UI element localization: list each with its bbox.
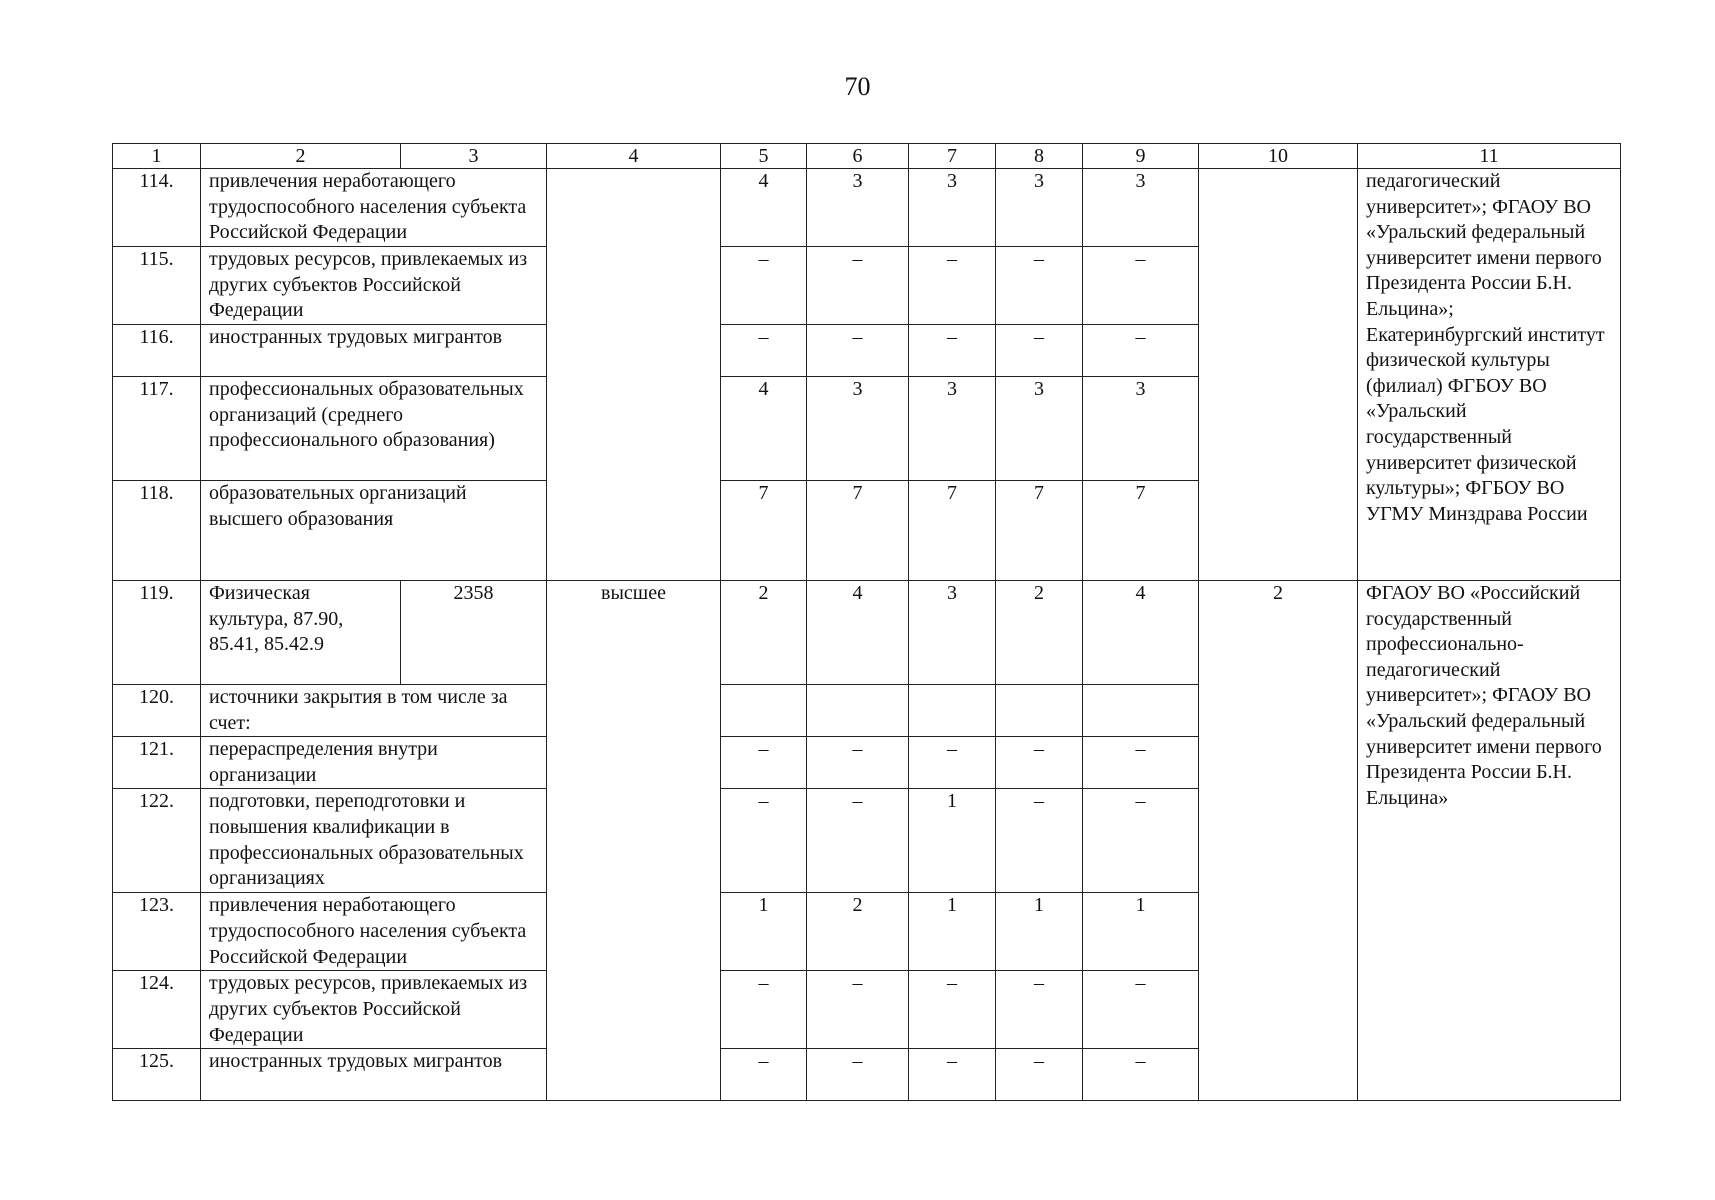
value-cell: 3	[909, 377, 996, 481]
value-cell: –	[996, 737, 1083, 789]
row-label: привлечения неработающего трудоспособного населения субъекта Российской Федерации	[201, 169, 547, 247]
value-cell: –	[721, 1049, 807, 1101]
row-label: трудовых ресурсов, привлекаемых из других субъектов Российской Федерации	[201, 971, 547, 1049]
row-number: 124.	[113, 971, 201, 1049]
value-cell: –	[996, 1049, 1083, 1101]
value-cell: 4	[1083, 581, 1199, 685]
row-number: 120.	[113, 685, 201, 737]
row-label: перераспределения внутри организации	[201, 737, 547, 789]
row-number: 125.	[113, 1049, 201, 1101]
value-cell: 3	[1083, 169, 1199, 247]
row-number: 123.	[113, 893, 201, 971]
row-number: 115.	[113, 247, 201, 325]
value-cell	[721, 685, 807, 737]
value-cell: –	[721, 789, 807, 893]
row-label: источники закрытия в том числе за счет:	[201, 685, 547, 737]
value-cell: –	[909, 1049, 996, 1101]
row-label: профессиональных образовательных организаций (среднего профессионального образования)	[201, 377, 547, 481]
value-cell: 4	[721, 169, 807, 247]
value-cell: –	[1083, 247, 1199, 325]
header-cell: 9	[1083, 144, 1199, 169]
row-label: трудовых ресурсов, привлекаемых из других субъектов Российской Федерации	[201, 247, 547, 325]
value-cell: –	[1083, 737, 1199, 789]
value-cell: –	[1083, 789, 1199, 893]
value-cell: 3	[996, 169, 1083, 247]
value-cell: 7	[1083, 481, 1199, 581]
value-cell: –	[807, 971, 909, 1049]
value-cell: 1	[909, 789, 996, 893]
header-cell: 6	[807, 144, 909, 169]
value-cell: 2	[721, 581, 807, 685]
row-number: 116.	[113, 325, 201, 377]
value-cell: 1	[996, 893, 1083, 971]
header-cell: 2	[201, 144, 401, 169]
value-cell: –	[721, 325, 807, 377]
value-cell: 3	[996, 377, 1083, 481]
row-number: 117.	[113, 377, 201, 481]
value-cell: –	[996, 789, 1083, 893]
value-cell: –	[721, 971, 807, 1049]
header-cell: 11	[1358, 144, 1621, 169]
row-number: 114.	[113, 169, 201, 247]
value-cell: –	[721, 737, 807, 789]
value-cell	[1199, 169, 1358, 581]
row-label: Физическая культура, 87.90, 85.41, 85.42.9	[201, 581, 401, 685]
value-cell: –	[721, 247, 807, 325]
value-cell: 1	[909, 893, 996, 971]
value-cell: –	[807, 247, 909, 325]
table-row	[113, 169, 1621, 247]
row-label: иностранных трудовых мигрантов	[201, 1049, 547, 1101]
row-number: 118.	[113, 481, 201, 581]
value-cell: –	[807, 737, 909, 789]
value-cell: 3	[807, 169, 909, 247]
value-cell: 3	[909, 581, 996, 685]
value-cell: 1	[721, 893, 807, 971]
value-cell: 7	[996, 481, 1083, 581]
level-cell	[547, 169, 721, 581]
data-table	[112, 143, 1621, 1101]
row-label: образовательных организаций высшего образования	[201, 481, 547, 581]
header-cell: 7	[909, 144, 996, 169]
header-cell: 3	[401, 144, 547, 169]
value-cell: –	[1083, 1049, 1199, 1101]
value-cell	[807, 685, 909, 737]
value-cell: –	[909, 737, 996, 789]
row-label: иностранных трудовых мигрантов	[201, 325, 547, 377]
organizations-cell: педагогический университет»; ФГАОУ ВО «Уральский федеральный университет имени первого Президента России Б.Н. Ельцина»; Екатеринбургский институт физической культуры (филиал) ФГБОУ ВО «Уральский государственный университет физической культуры»; ФГБОУ ВО УГМУ Минздрава России	[1358, 169, 1621, 581]
row-number: 122.	[113, 789, 201, 893]
header-cell: 10	[1199, 144, 1358, 169]
row-label: привлечения неработающего трудоспособного населения субъекта Российской Федерации	[201, 893, 547, 971]
header-cell: 8	[996, 144, 1083, 169]
value-cell: –	[807, 789, 909, 893]
value-cell: –	[909, 971, 996, 1049]
organizations-cell: ФГАОУ ВО «Российский государственный профессионально-педагогический университет»; ФГАОУ ВО «Уральский федеральный университет имени первого Президента России Б.Н. Ельцина»	[1358, 581, 1621, 1101]
row-number: 121.	[113, 737, 201, 789]
value-cell: –	[909, 247, 996, 325]
value-cell: 3	[807, 377, 909, 481]
value-cell: –	[1083, 971, 1199, 1049]
value-cell	[996, 685, 1083, 737]
row-number: 119.	[113, 581, 201, 685]
value-cell	[1083, 685, 1199, 737]
table-row	[113, 581, 1621, 685]
row-label: подготовки, переподготовки и повышения квалификации в профессиональных образовательных организациях	[201, 789, 547, 893]
value-cell: –	[996, 325, 1083, 377]
value-cell: 4	[807, 581, 909, 685]
header-cell: 5	[721, 144, 807, 169]
value-cell: 3	[909, 169, 996, 247]
page-number: 70	[844, 72, 871, 101]
header-row	[113, 144, 1621, 169]
value-cell: 7	[807, 481, 909, 581]
value-cell	[909, 685, 996, 737]
value-cell: 7	[721, 481, 807, 581]
value-cell: 4	[721, 377, 807, 481]
value-cell: –	[909, 325, 996, 377]
value-cell: 3	[1083, 377, 1199, 481]
value-cell: –	[996, 971, 1083, 1049]
value-cell: –	[1083, 325, 1199, 377]
header-cell: 1	[113, 144, 201, 169]
value-cell: 2	[996, 581, 1083, 685]
value-cell: –	[996, 247, 1083, 325]
code-cell: 2358	[401, 581, 547, 685]
value-cell: 1	[1083, 893, 1199, 971]
value-cell: 2	[1199, 581, 1358, 1101]
header-cell: 4	[547, 144, 721, 169]
value-cell: 2	[807, 893, 909, 971]
value-cell: –	[807, 325, 909, 377]
level-cell: высшее	[547, 581, 721, 1101]
value-cell: 7	[909, 481, 996, 581]
value-cell: –	[807, 1049, 909, 1101]
